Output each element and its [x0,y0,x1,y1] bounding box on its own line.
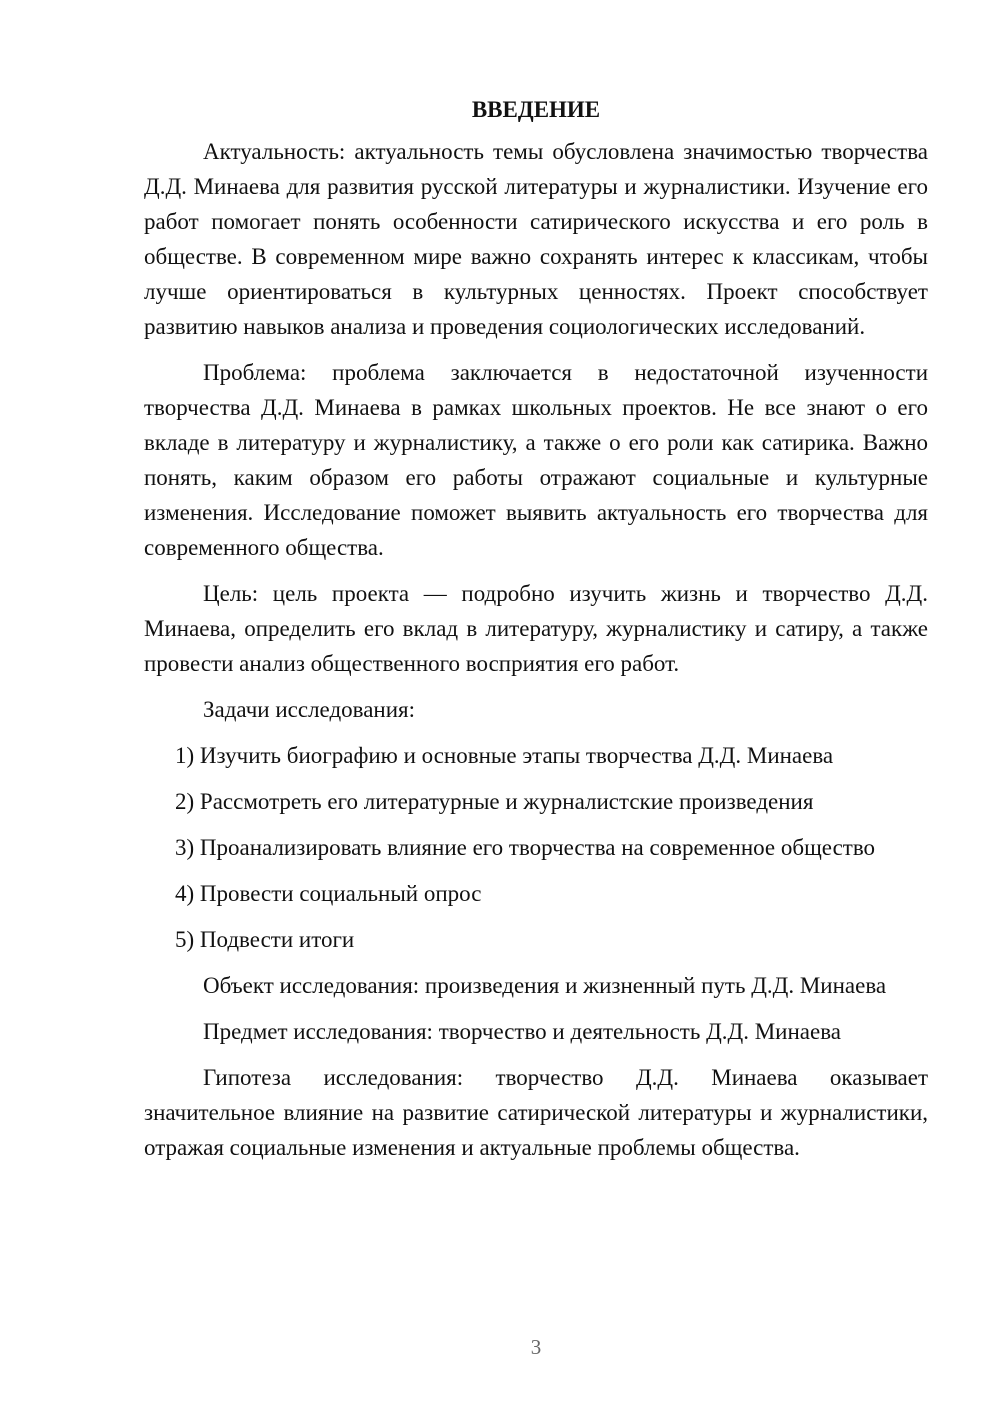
goal-paragraph: Цель: цель проекта — подробно изучить жизнь и творчество Д.Д. Минаева, определить его вклад в литературу, журналистику и сатиру, а также провести анализ общественного восприятия его работ. [144,581,928,676]
subject-paragraph: Предмет исследования: творчество и деятельность Д.Д. Минаева [203,1019,841,1044]
task-item-2: 2) Рассмотреть его литературные и журналистские произведения [175,789,814,814]
task-item-4: 4) Провести социальный опрос [175,881,482,906]
task-item-1: 1) Изучить биографию и основные этапы творчества Д.Д. Минаева [175,743,834,768]
task-item-3: 3) Проанализировать влияние его творчества на современное общество [175,835,876,860]
page-number: 3 [530,1335,542,1359]
hypothesis-paragraph: Гипотеза исследования: творчество Д.Д. Минаева оказывает значительное влияние на развитие сатирической литературы и журналистики, отражая социальные изменения и актуальные проблемы общества. [144,1065,928,1160]
section-title: ВВЕДЕНИЕ [471,97,601,122]
task-item-5: 5) Подвести итоги [175,927,355,952]
page-content [144,92,928,1176]
tasks-heading: Задачи исследования: [203,697,416,722]
object-paragraph: Объект исследования: произведения и жизненный путь Д.Д. Минаева [203,973,887,998]
relevance-paragraph: Актуальность: актуальность темы обусловлена значимостью творчества Д.Д. Минаева для развития русской литературы и журналистики. Изучение его работ помогает понять особенности сатирического искусства и его роль в обществе. В современном мире важно сохранять интерес к классикам, чтобы лучше ориентироваться в культурных ценностях. Проект способствует развитию навыков анализа и проведения социологических исследований. [144,139,928,339]
problem-paragraph: Проблема: проблема заключается в недостаточной изученности творчества Д.Д. Минаева в рамках школьных проектов. Не все знают о его вкладе в литературу и журналистику, а также о его роли как сатирика. Важно понять, каким образом его работы отражают социальные и культурные изменения. Исследование поможет выявить актуальность его творчества для современного общества. [144,360,928,560]
